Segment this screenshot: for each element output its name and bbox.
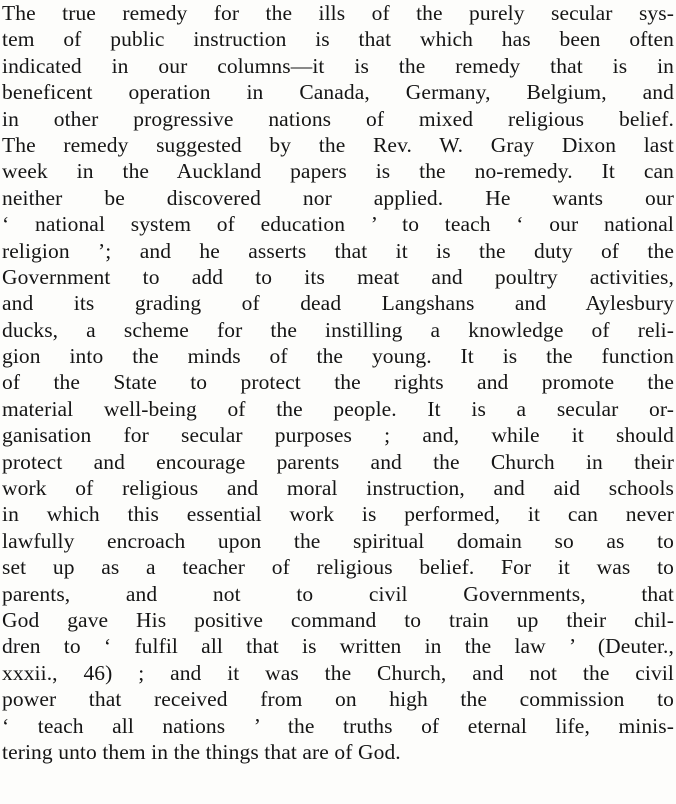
article-column — [2, 0, 674, 765]
text-line: tering unto them in the things that are of God. — [2, 739, 401, 764]
text-line: beneficent operation in Canada, Germany, Belgium, and — [2, 80, 674, 105]
text-line: of the State to protect the rights and promote the — [2, 370, 674, 395]
text-line: ducks, a scheme for the instilling a knowledge of reli- — [2, 317, 674, 342]
text-line: tem of public instruction is that which has been often — [2, 27, 674, 52]
text-line: parents, and not to civil Governments, that — [2, 581, 674, 606]
text-line: week in the Auckland papers is the no-remedy. It can — [2, 159, 674, 184]
text-line: in other progressive nations of mixed religious belief. — [2, 106, 674, 131]
text-line: protect and encourage parents and the Church in their — [2, 449, 674, 474]
article-body — [2, 0, 674, 765]
text-line: ‘ teach all nations ’ the truths of eternal life, minis- — [2, 713, 674, 738]
text-line: gion into the minds of the young. It is the function — [2, 344, 674, 369]
text-line: work of religious and moral instruction, and aid schools — [2, 476, 674, 501]
text-line: Government to add to its meat and poultry activities, — [2, 264, 674, 289]
text-line: The remedy suggested by the Rev. W. Gray Dixon last — [2, 132, 674, 157]
text-line: material well-being of the people. It is a secular or- — [2, 396, 674, 421]
text-line: religion ’; and he asserts that it is the duty of the — [2, 238, 674, 263]
text-line: set up as a teacher of religious belief. For it was to — [2, 555, 674, 580]
text-line: in which this essential work is performed, it can never — [2, 502, 674, 527]
text-line: xxxii., 46) ; and it was the Church, and not the civil — [2, 660, 674, 685]
text-line: ‘ national system of education ’ to teach ‘ our national — [2, 212, 674, 237]
text-line: ganisation for secular purposes ; and, while it should — [2, 423, 674, 448]
text-line: and its grading of dead Langshans and Aylesbury — [2, 291, 674, 316]
text-line: neither be discovered nor applied. He wants our — [2, 185, 674, 210]
text-line: God gave His positive command to train up their chil- — [2, 607, 674, 632]
text-line: dren to ‘ fulfil all that is written in the law ’ (Deuter., — [2, 634, 674, 659]
text-line: lawfully encroach upon the spiritual domain so as to — [2, 528, 674, 553]
text-line: The true remedy for the ills of the purely secular sys- — [2, 1, 674, 25]
text-line: indicated in our columns—it is the remedy that is in — [2, 53, 674, 78]
text-line: power that received from on high the commission to — [2, 687, 674, 712]
